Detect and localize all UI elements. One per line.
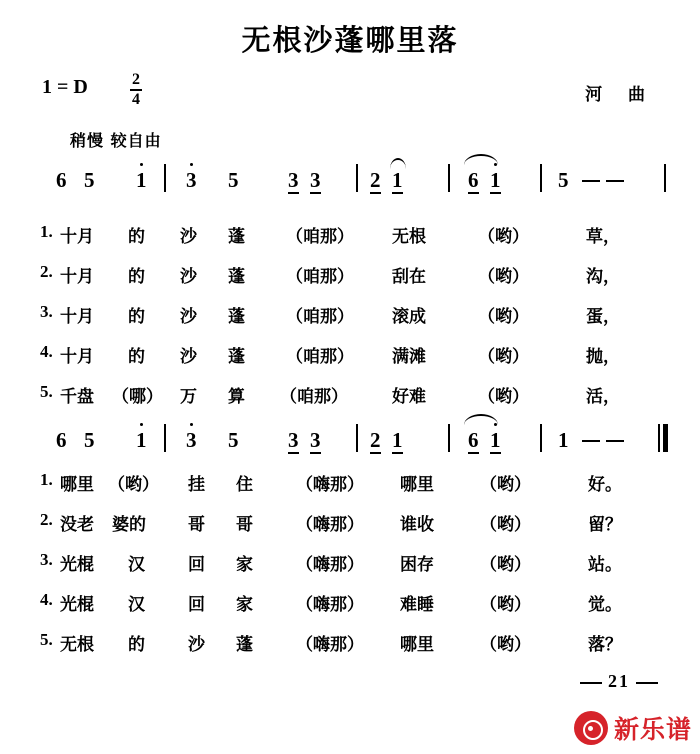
lyric-cell: 无根 [392,227,426,247]
lyric-cell: 哪里 [60,475,94,495]
lyric-row [40,510,680,540]
note: 3 [310,168,321,192]
lyric-cell: 站。 [588,555,622,575]
verse-number: 5. [40,630,53,649]
staff-line-1 [48,158,668,200]
verse-number: 2. [40,510,53,529]
lyric-cell: 困存 [400,555,434,575]
lyric-cell: （哟） [478,307,529,327]
lyric-row [40,222,680,252]
lyric-cell: （哟） [478,347,529,367]
lyric-cell: 觉。 [588,595,622,615]
note: 3 [288,428,299,452]
note: 3 [186,168,197,192]
lyric-cell: 家 [236,555,253,575]
verse-number: 2. [40,262,53,281]
lyric-cell: 留？ [588,515,622,535]
note: 6 [468,428,479,452]
lyric-row [40,470,680,500]
note: 5 [228,428,239,452]
note: 1 [392,428,403,452]
lyric-cell: 滚成 [392,307,426,327]
barline [356,164,358,192]
lyric-cell: （嗨那） [296,635,364,655]
note: 5 [84,428,95,452]
final-barline [658,424,670,452]
time-signature [130,72,142,108]
lyric-row [40,630,680,660]
lyric-cell: 婆的 [112,515,146,535]
lyric-cell: （哟） [480,475,531,495]
lyric-cell: 住 [236,475,253,495]
note: 1 [392,168,403,192]
lyric-cell: 汉 [128,555,145,575]
lyric-cell: 刮在 [392,267,426,287]
lyric-cell: 沙 [180,267,197,287]
page-number [574,671,664,692]
lyric-cell: （嗨那） [296,515,364,535]
time-signature-denominator: 4 [132,91,140,108]
lyric-cell: 千盘 [60,387,94,407]
site-watermark [574,708,692,748]
verse-number: 3. [40,550,53,569]
lyric-cell: 的 [128,635,145,655]
barline [448,164,450,192]
lyric-row [40,302,680,332]
barline [356,424,358,452]
barline [664,164,666,192]
lyric-cell: 沙 [180,347,197,367]
note: 5 [558,168,569,192]
lyric-cell: 蓬 [228,347,245,367]
lyric-cell: 十月 [60,307,94,327]
lyric-cell: 光棍 [60,555,94,575]
lyric-cell: （嗨那） [296,475,364,495]
note: 2 [370,428,381,452]
hold-dash [582,180,600,182]
lyric-cell: 家 [236,595,253,615]
lyric-row [40,382,680,412]
note: 6 [468,168,479,192]
lyric-cell: 沟， [586,267,620,287]
slur-mark [464,154,498,165]
lyric-cell: 蓬 [228,227,245,247]
lyric-cell: 十月 [60,347,94,367]
lyric-cell: （咱那） [286,347,354,367]
lyric-cell: 好难 [392,387,426,407]
lyric-cell: 好。 [588,475,622,495]
note: 1 [490,168,501,192]
lyric-cell: （咱那） [286,307,354,327]
record-disc-icon [574,711,608,745]
lyric-row [40,590,680,620]
lyric-cell: 沙 [180,227,197,247]
lyric-cell: 哥 [236,515,253,535]
lyric-cell: （嗨那） [296,595,364,615]
note: 3 [186,428,197,452]
lyric-cell: 的 [128,267,145,287]
page-number-rule-left [580,682,602,684]
lyric-cell: 哥 [188,515,205,535]
verse-number: 1. [40,222,53,241]
lyric-row [40,550,680,580]
lyric-cell: 十月 [60,227,94,247]
lyric-cell: （哟） [480,635,531,655]
hold-dash [582,440,600,442]
lyric-cell: （咱那） [286,267,354,287]
lyric-cell: （嗨那） [296,555,364,575]
lyric-cell: 挂 [188,475,205,495]
lyric-cell: 谁收 [400,515,434,535]
lyric-cell: 没老 [60,515,94,535]
note: 1 [136,428,147,452]
page-title: 无根沙蓬哪里落 [241,23,459,57]
barline [448,424,450,452]
lyric-cell: （咱那） [286,227,354,247]
note: 6 [56,428,67,452]
verse-number: 4. [40,590,53,609]
lyric-cell: （哟） [480,515,531,535]
lyric-cell: 的 [128,307,145,327]
barline [540,424,542,452]
note: 1 [558,428,569,452]
note: 3 [310,428,321,452]
key-signature: 1 = D [42,76,88,98]
lyric-cell: 汉 [128,595,145,615]
lyric-cell: 抛， [586,347,620,367]
lyric-cell: （哟） [478,387,529,407]
lyric-cell: 回 [188,555,205,575]
lyric-row [40,342,680,372]
lyric-cell: 哪里 [400,635,434,655]
lyric-cell: 算 [228,387,245,407]
slur-mark [464,414,498,425]
lyric-cell: 草， [586,227,620,247]
verse-number: 5. [40,382,53,401]
lyric-cell: 十月 [60,267,94,287]
lyric-cell: （哟） [478,267,529,287]
lyric-cell: 万 [180,387,197,407]
lyric-cell: （哟） [480,555,531,575]
lyric-cell: 无根 [60,635,94,655]
note: 3 [288,168,299,192]
lyric-cell: （哟） [108,475,159,495]
lyric-cell: 难睡 [400,595,434,615]
lyric-cell: 活， [586,387,620,407]
lyric-cell: 蛋， [586,307,620,327]
slur-mark [390,158,406,169]
note: 5 [84,168,95,192]
verse-number: 4. [40,342,53,361]
hold-dash [606,180,624,182]
lyric-cell: 蓬 [228,267,245,287]
note: 1 [136,168,147,192]
lyric-cell: 沙 [180,307,197,327]
hold-dash [606,440,624,442]
lyric-cell: 沙 [188,635,205,655]
barline [540,164,542,192]
composer-credit: 河 曲 [585,85,655,105]
lyric-cell: 满滩 [392,347,426,367]
note: 1 [490,428,501,452]
lyric-cell: 光棍 [60,595,94,615]
lyric-cell: 蓬 [228,307,245,327]
barline [164,424,166,452]
lyric-cell: 蓬 [236,635,253,655]
note: 6 [56,168,67,192]
lyric-cell: （哟） [478,227,529,247]
page-number-rule-right [636,682,658,684]
note: 5 [228,168,239,192]
site-watermark-label: 新乐谱 [613,715,692,744]
lyric-cell: （哪） [112,387,163,407]
lyric-row [40,262,680,292]
lyric-cell: 的 [128,347,145,367]
lyric-cell: （哟） [480,595,531,615]
page-number-value: 21 [608,671,630,691]
tempo-marking: 稍慢 较自由 [70,131,162,150]
lyric-cell: （咱那） [280,387,348,407]
verse-number: 3. [40,302,53,321]
lyric-cell: 的 [128,227,145,247]
note: 2 [370,168,381,192]
lyric-cell: 哪里 [400,475,434,495]
staff-line-2 [48,418,668,460]
lyric-cell: 回 [188,595,205,615]
time-signature-numerator: 2 [130,72,142,91]
barline [164,164,166,192]
lyric-cell: 落？ [588,635,622,655]
verse-number: 1. [40,470,53,489]
